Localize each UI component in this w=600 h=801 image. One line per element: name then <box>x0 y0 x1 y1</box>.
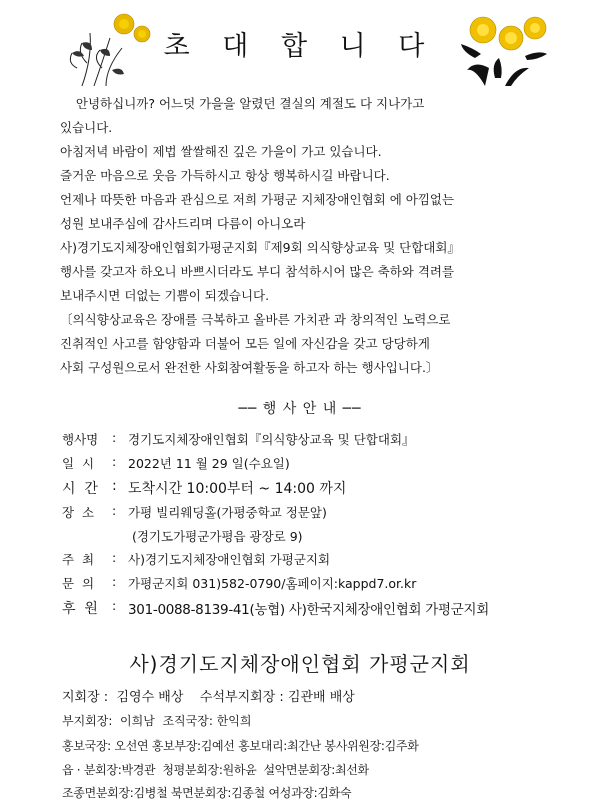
staff-line: 홍보국장: 오선연 홍보부장:김예선 홍보대리:최간난 봉사위원장:김주화 <box>62 739 419 753</box>
event-value: (경기도가평군가평읍 광장로 9) <box>132 529 303 544</box>
colon: : <box>112 430 117 445</box>
colon: : <box>112 454 117 469</box>
event-row-date <box>0 454 600 474</box>
event-row-address <box>0 527 600 547</box>
intro-paragraph <box>60 92 460 380</box>
event-label: 행사명 <box>62 432 99 447</box>
event-value: 사)경기도지체장애인협회 가평군지회 <box>128 552 331 567</box>
colon: : <box>112 574 117 589</box>
event-value: 경기도지체장애인협회『의식향상교육 및 단합대회』 <box>128 432 415 447</box>
event-label: 문 의 <box>62 576 95 591</box>
intro-line: 아침저녁 바람이 제법 쌀쌀해진 깊은 가을이 가고 있습니다. <box>60 144 382 159</box>
intro-line: 진취적인 사고를 함양함과 더불어 모든 일에 자신감을 갖고 당당하게 <box>60 336 430 351</box>
staff-line: 지회장 : 김영수 배상 수석부지회장 : 김관배 배상 <box>62 690 355 705</box>
intro-line: 즐거운 마음으로 웃음 가득하시고 항상 행복하시길 바랍니다. <box>60 168 390 183</box>
event-row-sponsor <box>0 598 600 620</box>
organization-name: 사)경기도지체장애인협회 가평군지회 <box>129 652 471 676</box>
event-label: 후 원 <box>62 601 98 617</box>
event-label: 일 시 <box>62 456 95 471</box>
event-label: 장 소 <box>62 505 95 520</box>
intro-line: 언제나 따뜻한 마음과 관심으로 저희 가평군 지체장애인협회 에 아낌없는 <box>60 192 455 207</box>
section-title: ── 행 사 안 내 ── <box>238 401 362 417</box>
event-value: 도착시간 10:00부터 ~ 14:00 까지 <box>128 481 347 497</box>
event-row-venue <box>0 503 600 523</box>
intro-line: 있습니다. <box>60 120 113 135</box>
event-row-host <box>0 550 600 570</box>
event-value: 2022년 11 월 29 일(수요일) <box>128 456 290 471</box>
event-row-contact <box>0 574 600 594</box>
staff-line: 부지회장: 이희남 조직국장: 한익희 <box>62 714 252 728</box>
event-row-name <box>0 430 600 450</box>
intro-line: 안녕하십니까? 어느덧 가을을 알렸던 결실의 계절도 다 지나가고 <box>60 96 425 111</box>
intro-line: 사회 구성원으로서 완전한 사회참여활동을 하고자 하는 행사입니다.〕 <box>60 360 439 375</box>
invitation-title: 초 대 합 니 다 <box>163 31 437 62</box>
event-value: 가평 빌리웨딩홀(가평중학교 정문앞) <box>128 505 327 520</box>
colon: : <box>112 598 117 613</box>
event-row-time <box>0 478 600 500</box>
colon: : <box>112 550 117 565</box>
event-value: 301-0088-8139-41(농협) 사)한국지체장애인협회 가평군지회 <box>128 602 489 618</box>
event-label: 시 간 <box>62 481 98 497</box>
intro-line: 〔의식향상교육은 장애를 극복하고 올바른 가치관 과 창의적인 노력으로 <box>60 312 451 327</box>
intro-line: 사)경기도지체장애인협회가평군지회『제9회 의식향상교육 및 단합대회』 <box>60 240 460 255</box>
intro-line: 보내주시면 더없는 기쁨이 되겠습니다. <box>60 288 270 303</box>
intro-line: 성원 보내주심에 감사드리며 다름이 아니오라 <box>60 216 306 231</box>
colon: : <box>112 503 117 518</box>
staff-line: 조종면분회장:김병철 북면분회장:김종철 여성과장:김화숙 <box>62 786 352 800</box>
event-label: 주 최 <box>62 552 95 567</box>
intro-line: 행사를 갖고자 하오니 바쁘시더라도 부디 참석하시어 많은 축하와 격려를 <box>60 264 455 279</box>
colon: : <box>112 478 117 494</box>
event-value: 가평군지회 031)582-0790/홈페이지:kappd7.or.kr <box>128 576 417 591</box>
staff-line: 읍 · 분회장:박경관 청평분회장:원하윤 설악면분회장:최선화 <box>62 763 369 777</box>
